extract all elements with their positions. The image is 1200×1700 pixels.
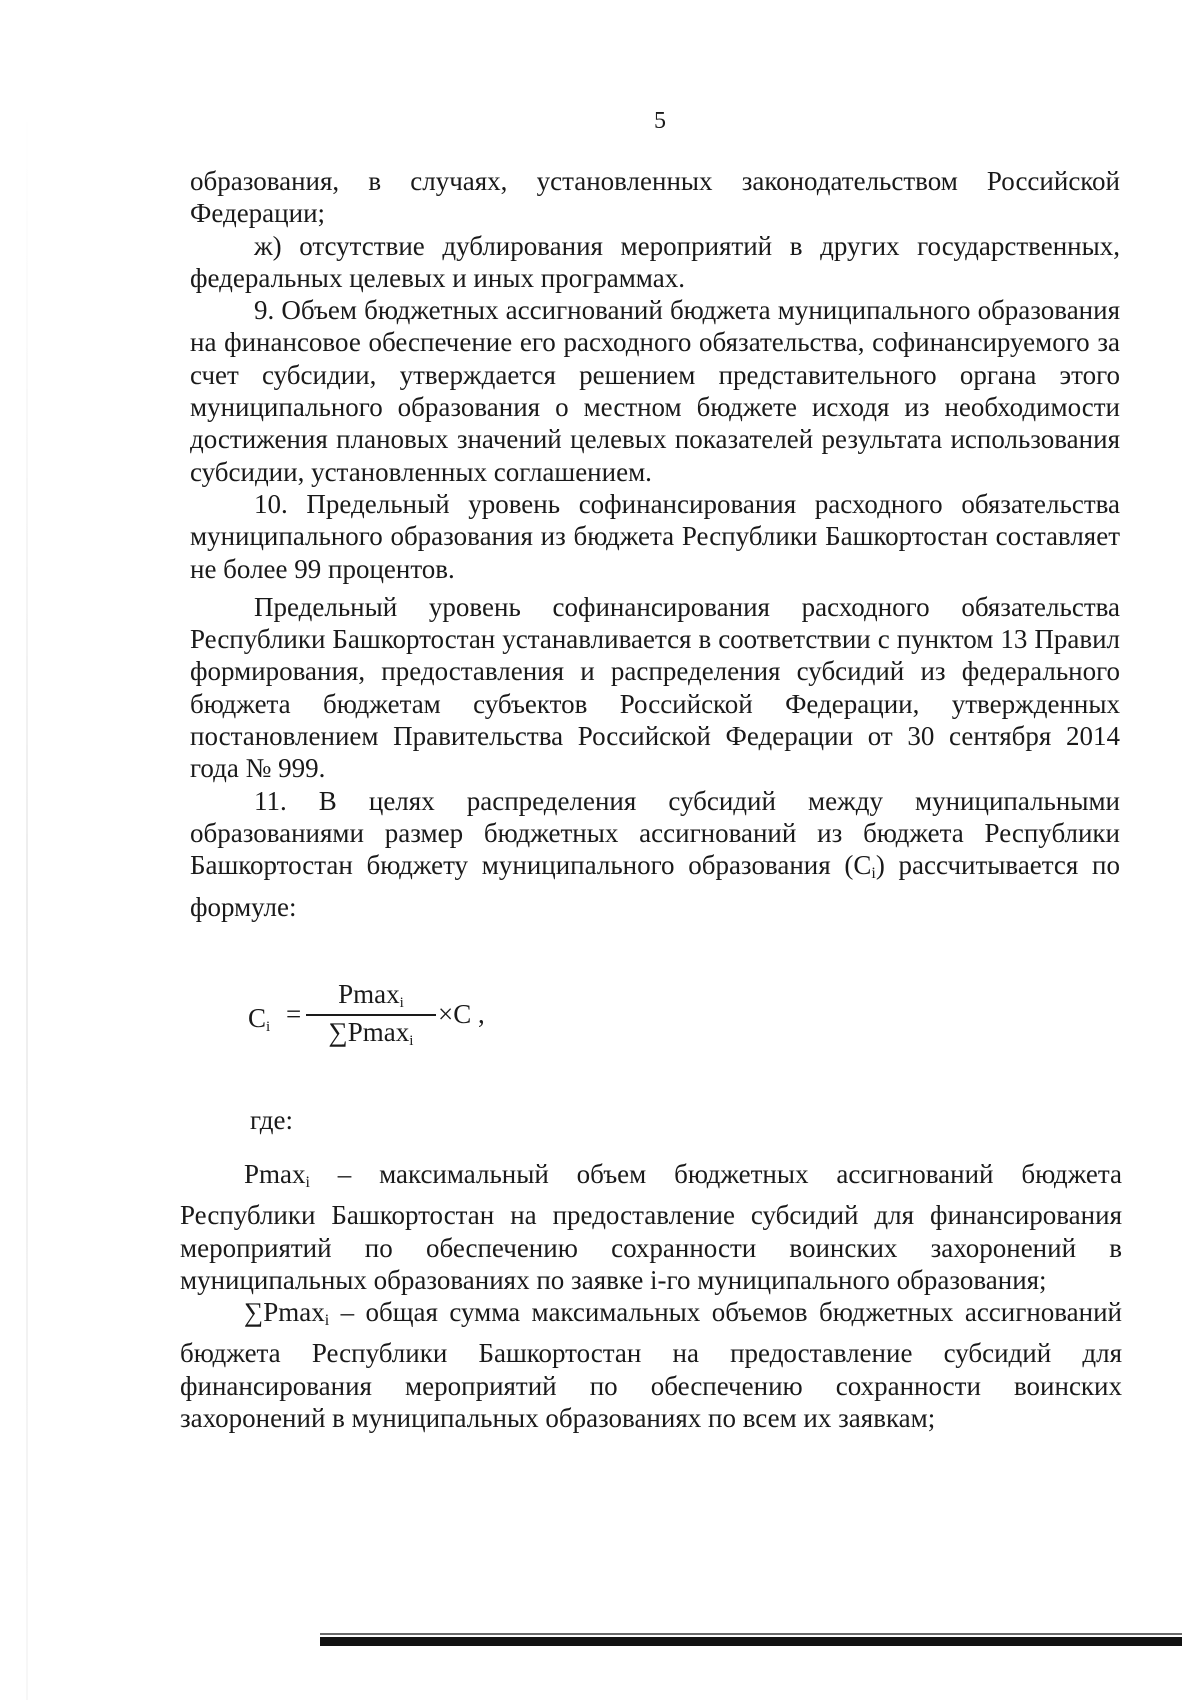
definition-pmax-symbol: Pmax	[244, 1159, 306, 1189]
page-number: 5	[654, 108, 666, 134]
formula-lhs-symbol: C	[248, 1003, 267, 1033]
formula-denominator-symbol: ∑Pmax	[328, 1017, 410, 1047]
formula-numerator-symbol: Pmax	[338, 979, 400, 1009]
formula-denominator-sub: i	[409, 1033, 414, 1049]
definition-pmax	[180, 1158, 1122, 1296]
formula-rhs: ×C ,	[438, 999, 485, 1029]
formula-denominator	[306, 1017, 436, 1050]
body-text-top	[190, 165, 1120, 923]
formula-numerator	[316, 979, 426, 1012]
footer-rule-thin	[320, 1633, 1182, 1635]
scan-margin-line	[26, 100, 28, 1700]
formula-numerator-sub: i	[399, 995, 404, 1011]
definition-sum-pmax	[180, 1296, 1122, 1434]
formula-fraction-line	[306, 1014, 436, 1016]
definition-pmax-sub: i	[305, 1174, 310, 1191]
paragraph-continuation: образования, в случаях, установленных законодательством Российской Федерации;	[190, 166, 1120, 229]
paragraph-9: 9. Объем бюджетных ассигнований бюджета муниципального образования на финансовое обеспечение его расходного обязательства, софинансируемого за счет субсидии, утверждается решением представительного органа этого муниципального образования о местном бюджете исходя из необходимости достижения плановых значений целевых показателей результата использования субсидии, установленных соглашением.	[190, 295, 1120, 487]
definition-sum-sub: i	[324, 1312, 330, 1330]
paragraph-10-cont: Предельный уровень софинансирования расходного обязательства Республики Башкортостан устанавливается в соответствии с пунктом 13 Правил формирования, предоставления и распределения субсидий из федерального бюджета бюджетам субъектов Российской Федерации, утвержденных постановлением Правительства Российской Федерации от 30 сентября 2014 года № 999.	[190, 591, 1120, 784]
definition-sum-symbol: ∑Pmax	[244, 1297, 325, 1328]
formula-lhs	[248, 1003, 270, 1036]
paragraph-11	[190, 785, 1120, 923]
paragraph-item-zh: ж) отсутствие дублирования мероприятий в других государственных, федеральных целевых и иных программах.	[190, 230, 1120, 293]
definition-sum-text: – общая сумма максимальных объемов бюджетных ассигнований бюджета Республики Башкортостан на предоставление субсидий для финансирования мероприятий по обеспечению сохранности воинских захоронений в муниципальных образованиях по всем их заявкам;	[180, 1297, 1122, 1434]
definition-pmax-text: – максимальный объем бюджетных ассигнований бюджета Республики Башкортостан на предоставление субсидий для финансирования мероприятий по обеспечению сохранности воинских захоронений в муниципальных образованиях по заявке i-го муниципального образования;	[180, 1159, 1122, 1295]
distribution-formula	[248, 979, 508, 1049]
paragraph-11-end: ) рассчитывается по формуле:	[190, 850, 1120, 922]
formula-lhs-sub: i	[266, 1019, 271, 1035]
paragraph-11-text: 11. В целях распределения субсидий между муниципальными образованиями размер бюджетных ассигнований из бюджета Республики Башкортостан бюджету муниципального образования (C	[190, 785, 1120, 881]
footer-rule	[320, 1637, 1182, 1646]
where-label: где:	[250, 1105, 293, 1135]
formula-equals: =	[286, 999, 302, 1029]
body-text-bottom	[180, 1158, 1122, 1434]
paragraph-11-sub: i	[871, 865, 876, 883]
paragraph-10: 10. Предельный уровень софинансирования расходного обязательства муниципального образования из бюджета Республики Башкортостан составляет не более 99 процентов.	[190, 488, 1120, 584]
